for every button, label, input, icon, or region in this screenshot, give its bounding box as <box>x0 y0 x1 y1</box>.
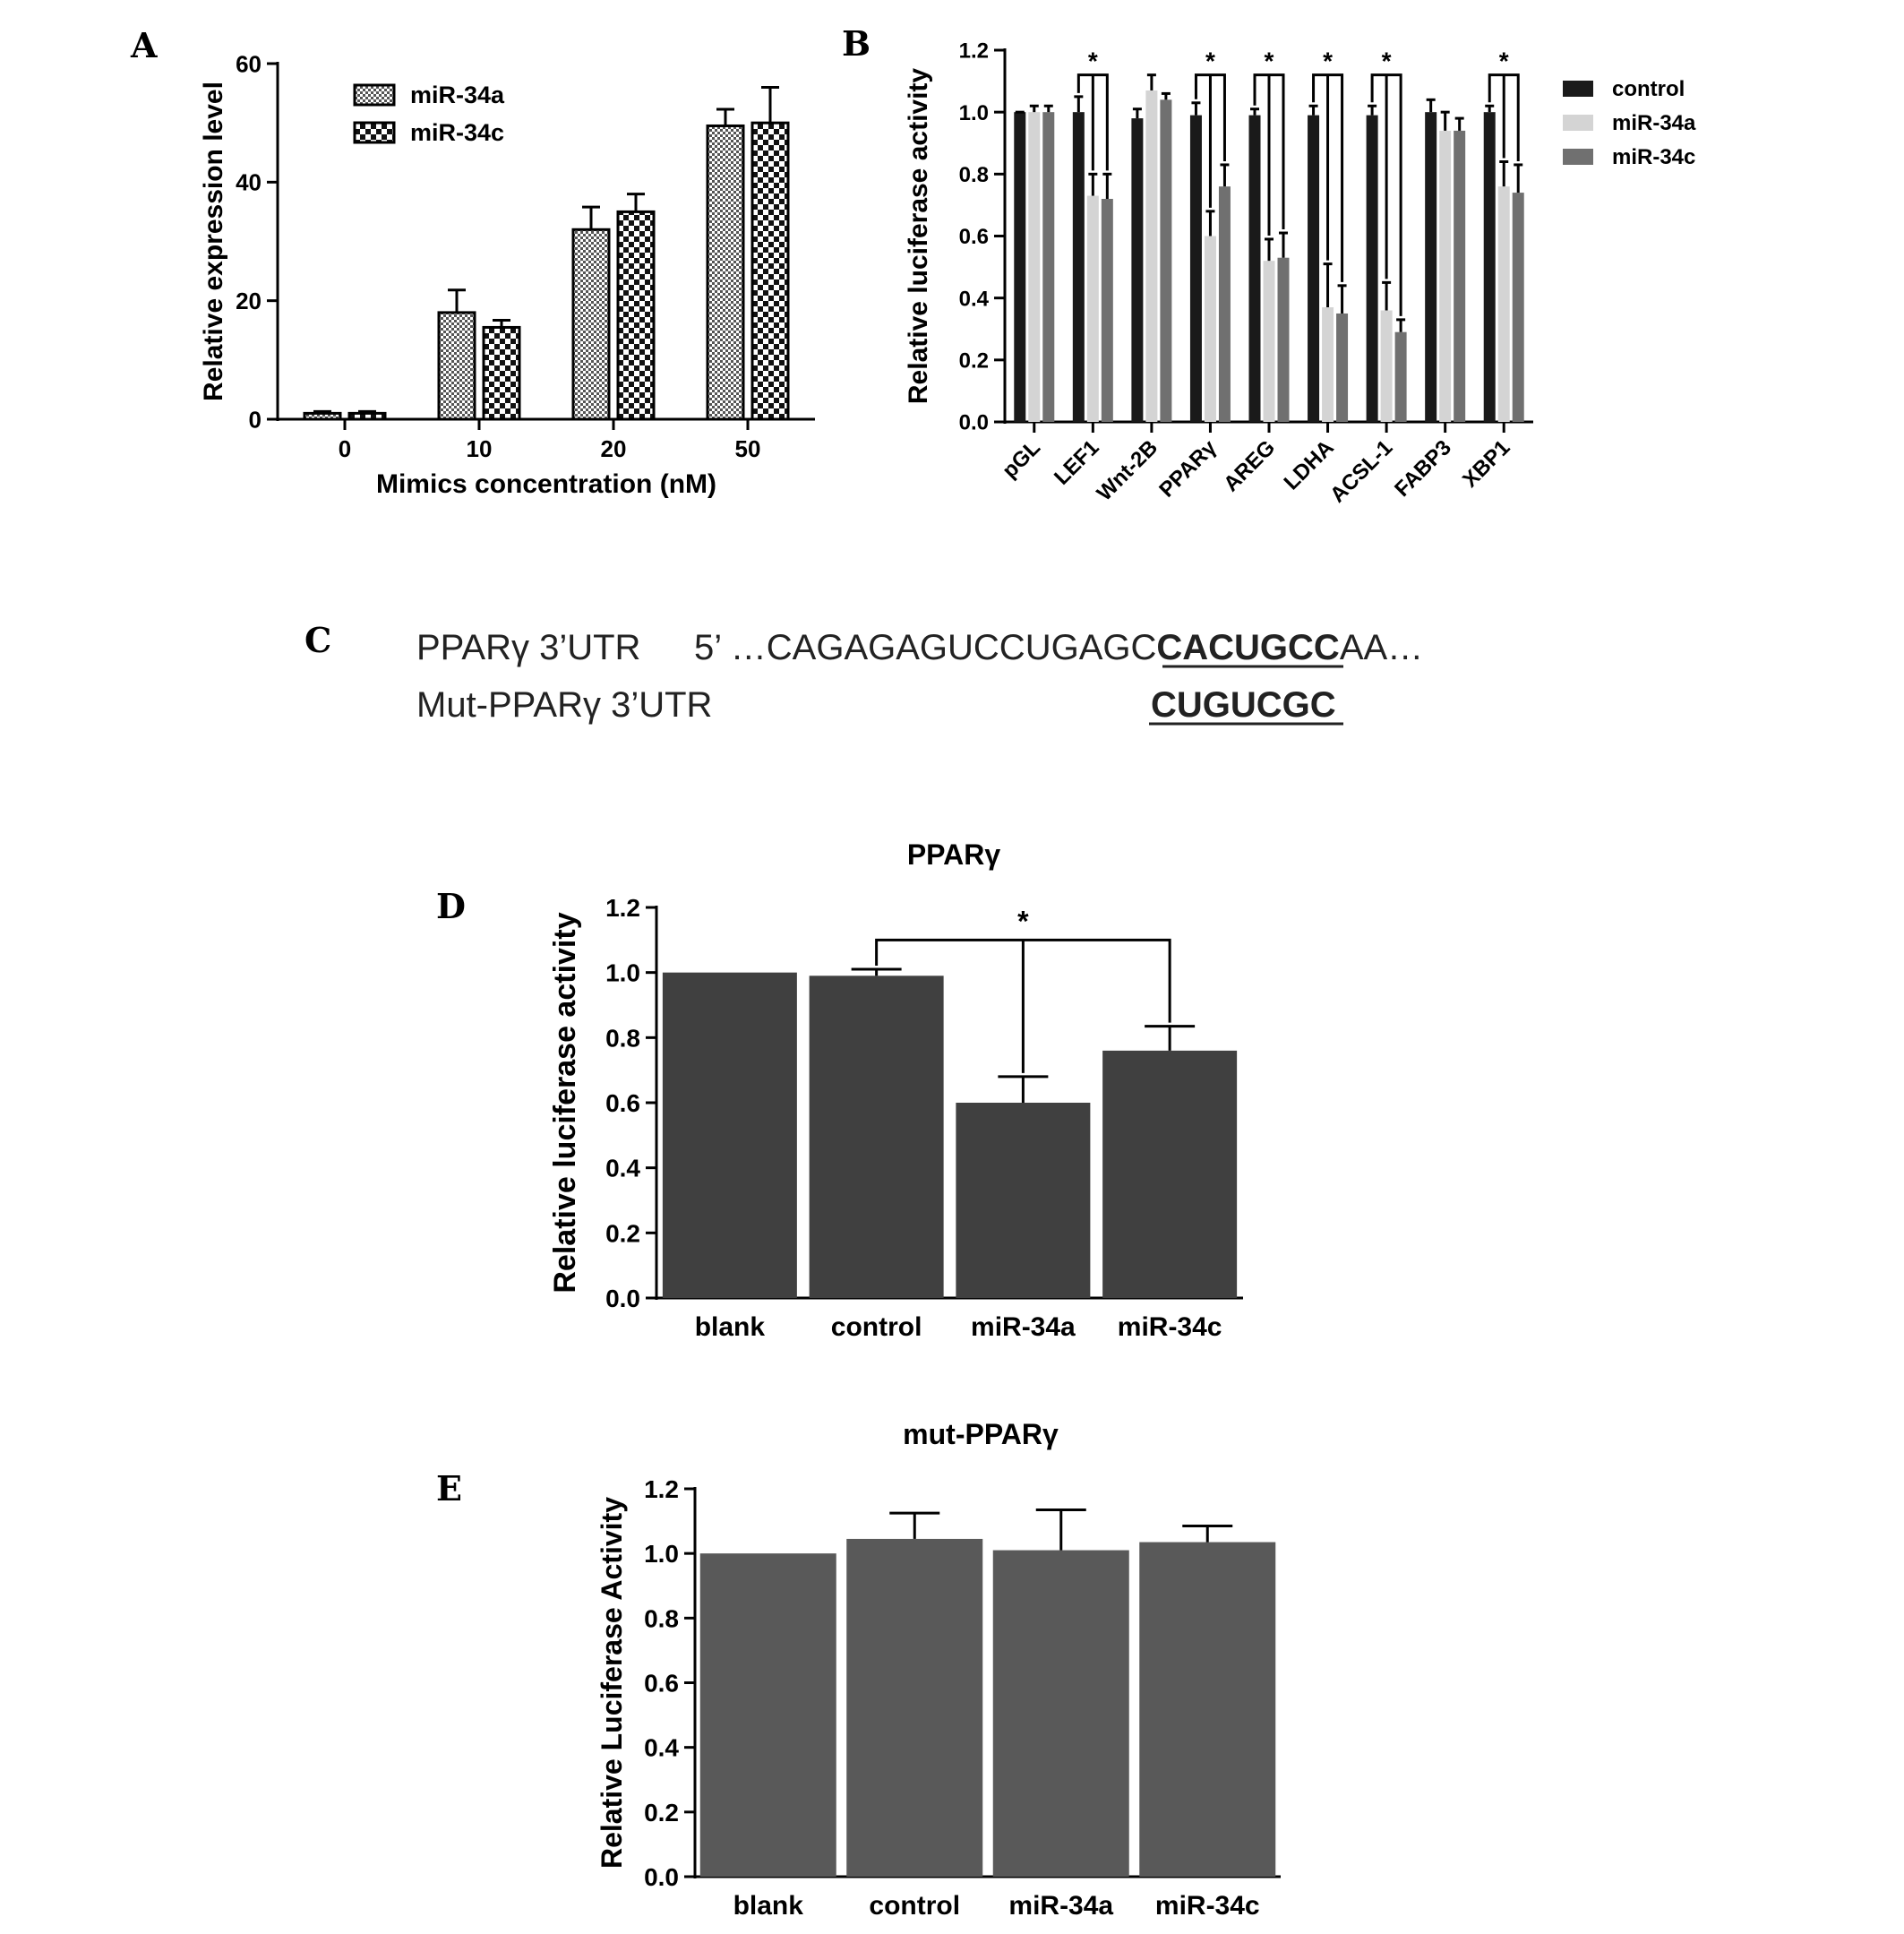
y-tick-label: 0.8 <box>644 1604 679 1633</box>
bar-miR-34c <box>618 211 654 419</box>
bar-control <box>1484 112 1496 422</box>
panel-letter-b: B <box>842 23 871 64</box>
bar-miR-34c <box>349 413 385 419</box>
bar-miR-34a <box>304 413 340 419</box>
x-tick-label: FABP3 <box>1390 435 1456 502</box>
bar-miR-34c <box>1336 314 1348 422</box>
y-tick-label: 0.2 <box>605 1219 640 1248</box>
bar-miR-34a <box>1205 236 1216 423</box>
y-tick-label: 40 <box>236 168 262 196</box>
wt-sequence <box>694 628 1423 667</box>
legend-swatch-miR-34a <box>1563 115 1593 131</box>
chart-b-luciferase-targets <box>904 39 1696 508</box>
significance-star: * <box>1017 905 1029 938</box>
wt-sequence-prefix: 5’ …CAGAGAGUCCUGAGC <box>694 628 1157 667</box>
y-tick-label: 0.6 <box>958 225 989 250</box>
bar-control <box>1190 116 1202 422</box>
bar-miR-34a <box>1028 112 1040 422</box>
x-tick-label: blank <box>733 1891 803 1921</box>
bar-control <box>846 1539 982 1877</box>
y-tick-label: 0.8 <box>605 1024 640 1053</box>
legend-label-miR-34c: miR-34c <box>410 119 505 146</box>
x-tick-label: ACSL-1 <box>1325 435 1398 508</box>
x-tick-label: blank <box>694 1312 766 1342</box>
y-tick-label: 0.0 <box>958 410 989 435</box>
bar-miR-34c <box>1395 332 1407 422</box>
legend-swatch-miR-34a <box>355 85 394 105</box>
panel-letter-a: A <box>131 25 158 65</box>
bar-miR-34a <box>1439 131 1451 422</box>
y-tick-label: 0.6 <box>644 1669 679 1698</box>
bar-miR-34a <box>1145 90 1157 422</box>
x-tick-label: AREG <box>1219 435 1281 497</box>
bar-blank <box>700 1553 836 1877</box>
y-axis-label: Relative luciferase activity <box>904 67 933 405</box>
panel-letter-d: D <box>436 886 466 926</box>
chart-a-expression <box>199 50 815 499</box>
wt-seed-site: CACUGCC <box>1156 628 1340 667</box>
bar-miR-34c <box>1102 1051 1237 1298</box>
y-tick-label: 0.6 <box>605 1089 640 1118</box>
bar-miR-34c <box>1219 186 1231 422</box>
y-tick-label: 1.0 <box>958 100 989 125</box>
y-tick-label: 1.0 <box>605 958 640 987</box>
y-tick-label: 60 <box>236 50 262 78</box>
bar-miR-34c <box>1102 199 1113 422</box>
bar-control <box>1073 112 1085 422</box>
y-tick-label: 0.0 <box>644 1863 679 1892</box>
bar-miR-34a <box>573 229 609 419</box>
bar-miR-34a <box>439 313 475 419</box>
y-tick-label: 0.8 <box>958 162 989 187</box>
bar-miR-34a <box>993 1551 1129 1877</box>
x-tick-label: PPARγ <box>1154 435 1222 503</box>
panel-letter-c: C <box>304 620 332 660</box>
bar-control <box>1131 118 1143 422</box>
bar-miR-34c <box>1454 131 1465 422</box>
chart-d-ppar-luciferase <box>548 838 1243 1342</box>
x-tick-label: pGL <box>997 435 1046 484</box>
mut-seed-site: CUGUCGC <box>1151 685 1336 725</box>
bar-miR-34a <box>1087 196 1099 422</box>
bar-miR-34a <box>1498 186 1510 422</box>
bar-miR-34c <box>752 123 788 419</box>
legend-swatch-control <box>1563 81 1593 97</box>
x-tick-label: LDHA <box>1279 435 1339 495</box>
bar-control <box>1014 112 1025 422</box>
y-tick-label: 0.4 <box>644 1733 679 1762</box>
bar-miR-34c <box>1139 1543 1275 1877</box>
y-tick-label: 20 <box>236 288 262 315</box>
bar-miR-34a <box>1264 261 1275 422</box>
y-tick-label: 0 <box>248 406 262 434</box>
significance-star: * <box>1264 47 1274 75</box>
bar-control <box>810 976 944 1298</box>
y-tick-label: 0.2 <box>958 348 989 374</box>
legend-label-miR-34a: miR-34a <box>1612 111 1696 135</box>
x-tick-label: XBP1 <box>1458 435 1515 493</box>
bar-blank <box>663 973 797 1298</box>
legend-swatch-miR-34c <box>355 123 394 142</box>
legend-label-miR-34c: miR-34c <box>1612 145 1696 169</box>
bar-control <box>1249 116 1261 422</box>
x-tick-label: Wnt-2B <box>1092 435 1163 506</box>
x-tick-label: miR-34c <box>1154 1891 1260 1921</box>
y-tick-label: 0.0 <box>605 1285 640 1313</box>
significance-star: * <box>1087 47 1098 75</box>
x-tick-label: miR-34a <box>1008 1891 1114 1921</box>
y-axis-label: Relative Luciferase Activity <box>596 1497 628 1869</box>
bar-miR-34c <box>1160 99 1171 422</box>
bar-control <box>1425 112 1437 422</box>
bar-control <box>1308 116 1319 422</box>
bar-miR-34c <box>1042 112 1054 422</box>
bar-control <box>1367 116 1378 422</box>
x-tick-label: miR-34c <box>1117 1312 1222 1342</box>
x-tick-label: 20 <box>600 435 627 462</box>
y-tick-label: 0.4 <box>605 1154 640 1182</box>
y-tick-label: 1.2 <box>644 1475 679 1504</box>
x-tick-label: 10 <box>466 435 493 462</box>
x-axis-label: Mimics concentration (nM) <box>375 469 717 499</box>
bar-miR-34a <box>956 1103 1090 1298</box>
x-tick-label: control <box>830 1312 922 1342</box>
wt-sequence-suffix: AA… <box>1339 628 1424 667</box>
chart-e-mut-ppar-luciferase <box>596 1418 1281 1921</box>
panel-letter-e: E <box>436 1468 462 1509</box>
x-tick-label: miR-34a <box>971 1312 1076 1342</box>
chart-title: mut-PPARγ <box>903 1418 1059 1450</box>
bar-miR-34c <box>1513 193 1524 422</box>
x-tick-label: 0 <box>338 435 352 462</box>
x-tick-label: control <box>869 1891 961 1921</box>
y-tick-label: 0.2 <box>644 1798 679 1827</box>
legend-swatch-miR-34c <box>1563 149 1593 165</box>
bar-miR-34a <box>708 125 743 419</box>
y-tick-label: 1.2 <box>958 39 989 64</box>
x-tick-label: LEF1 <box>1049 435 1104 490</box>
significance-star: * <box>1205 47 1215 75</box>
bar-miR-34c <box>484 327 519 419</box>
chart-title: PPARγ <box>906 838 1001 871</box>
legend-label-miR-34a: miR-34a <box>410 82 505 108</box>
sequence-panel <box>416 628 1423 725</box>
y-axis-label: Relative expression level <box>199 82 228 401</box>
y-tick-label: 0.4 <box>958 287 989 312</box>
wt-utr-label: PPARγ 3’UTR <box>416 628 641 667</box>
legend-label-control: control <box>1612 77 1685 101</box>
bar-miR-34a <box>1322 307 1334 422</box>
bar-miR-34c <box>1278 258 1290 422</box>
significance-star: * <box>1381 47 1392 75</box>
y-tick-label: 1.2 <box>605 894 640 923</box>
bar-miR-34a <box>1381 311 1393 423</box>
significance-star: * <box>1323 47 1334 75</box>
y-tick-label: 1.0 <box>644 1540 679 1569</box>
mut-utr-label: Mut-PPARγ 3’UTR <box>416 685 713 725</box>
x-tick-label: 50 <box>734 435 761 462</box>
y-axis-label: Relative luciferase activity <box>548 912 582 1294</box>
significance-star: * <box>1498 47 1509 75</box>
